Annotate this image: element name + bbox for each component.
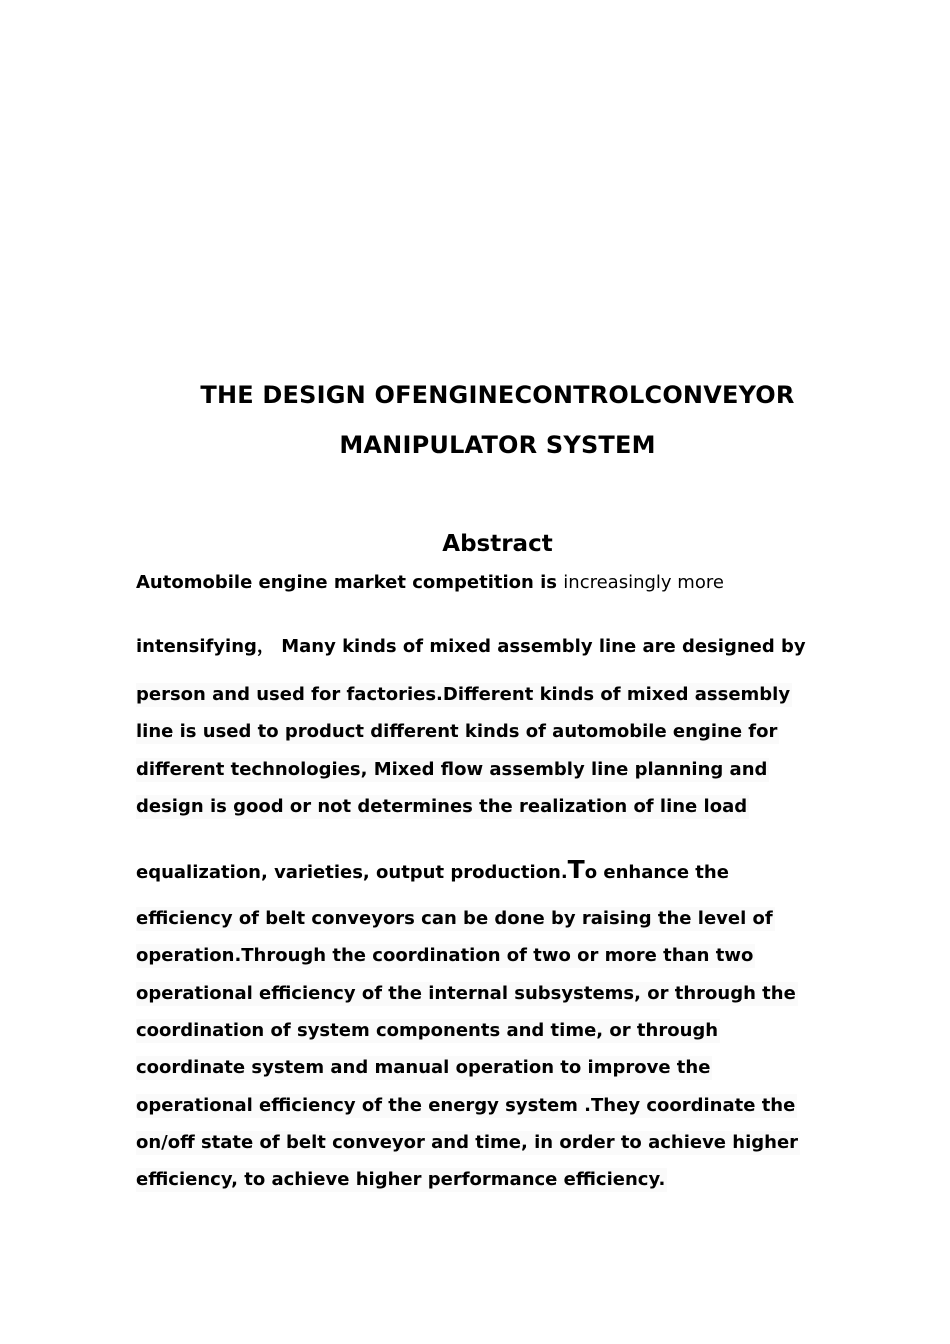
abstract-line-13: operational efficiency of the energy system .They coordinate the xyxy=(136,1095,796,1116)
document-title-line-1: THE DESIGN OFENGINECONTROLCONVEYOR xyxy=(200,381,795,409)
abstract-line-1-normal: increasingly more xyxy=(563,572,724,593)
abstract-line-9: operation.Through the coordination of two or more than two xyxy=(136,945,754,966)
abstract-line-4: line is used to product different kinds of automobile engine for xyxy=(136,721,778,742)
abstract-line-7-big-letter: T xyxy=(567,855,585,884)
abstract-line-11: coordination of system components and time, or through xyxy=(136,1020,719,1041)
abstract-line-5: different technologies, Mixed flow assembly line planning and xyxy=(136,759,768,780)
abstract-line-3: person and used for factories.Different kinds of mixed assembly xyxy=(136,684,791,705)
abstract-line-7-after: o enhance the xyxy=(584,862,729,883)
abstract-line-1 xyxy=(136,571,726,595)
abstract-line-12: coordinate system and manual operation to improve the xyxy=(136,1057,711,1078)
abstract-line-6: design is good or not determines the realization of line load xyxy=(136,796,748,817)
abstract-line-8: efficiency of belt conveyors can be done by raising the level of xyxy=(136,908,773,929)
abstract-heading: Abstract xyxy=(442,531,553,557)
abstract-line-10: operational efficiency of the internal subsystems, or through the xyxy=(136,983,796,1004)
abstract-line-7 xyxy=(136,855,731,885)
abstract-line-15: efficiency, to achieve higher performance efficiency. xyxy=(136,1169,666,1190)
abstract-line-14: on/off state of belt conveyor and time, in order to achieve higher xyxy=(136,1132,799,1153)
document-title-line-2: MANIPULATOR SYSTEM xyxy=(339,431,656,459)
abstract-line-1-bold: Automobile engine market competition is xyxy=(136,572,564,593)
abstract-line-7-before: equalization, varieties, output production. xyxy=(136,862,568,883)
abstract-line-2: intensifying， Many kinds of mixed assembly line are designed by xyxy=(136,636,806,657)
